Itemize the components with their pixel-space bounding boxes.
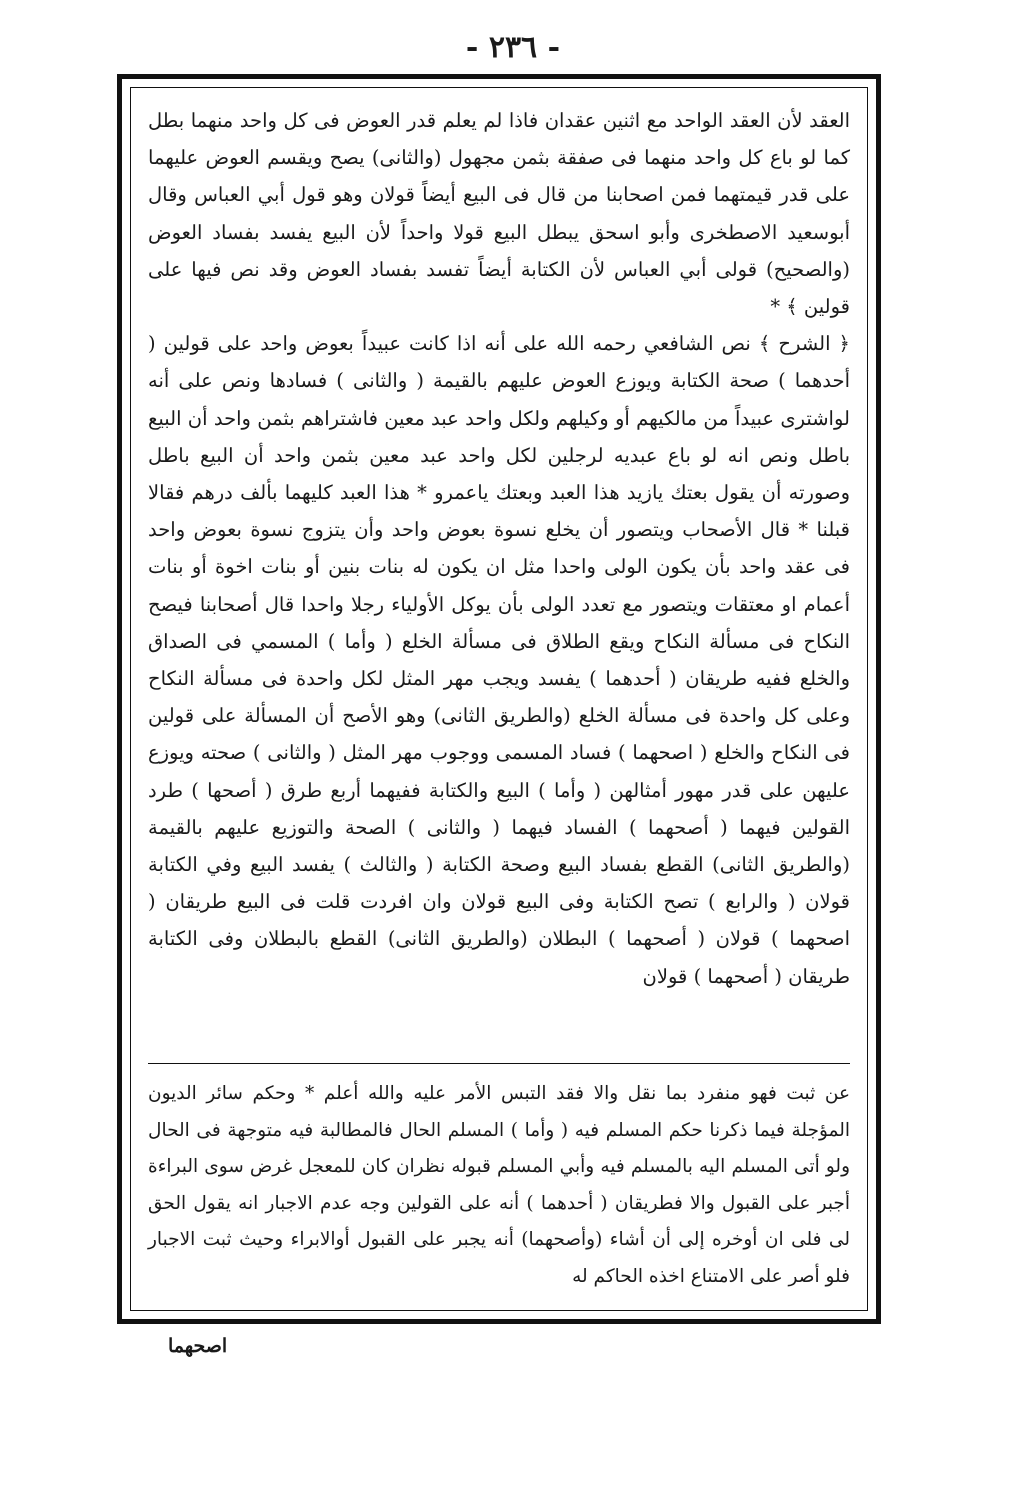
commentary-paragraph: ﴿ الشرح ﴾ نص الشافعي رحمه الله على أنه اذا كانت عبيداً بعوض واحد على قولين ( أحدهما ) صحة الكتابة ويوزع العوض عليهم بالقيمة ( والثانى ) فسادها ونص على أنه لواشترى عبيداً من مالكيهم أو وكيلهم ولكل واحد عبد معين فاشتراهم بثمن واحد أن البيع باطل ونص انه لو باع عبديه لرجلين لكل واحد عبد معين بثمن واحد أن البيع باطل وصورته أن يقول بعتك يازيد هذا العبد وبعتك ياعمرو * هذا العبد كليهما بألف درهم فقالا قبلنا * قال الأصحاب ويتصور أن يخلع نسوة بعوض واحد وأن يتزوج نسوة بعوض واحد فى عقد واحد بأن يكون الولى واحدا مثل ان يكون له بنات بنين أو بنات اخوة أو بنات أعمام او معتقات ويتصور مع تعدد الولى بأن يوكل الأولياء رجلا واحدا قال أصحابنا فيصح النكاح فى مسألة النكاح ويقع الطلاق فى مسألة الخلع ( وأما ) المسمي فى الصداق والخلع ففيه طريقان ( أحدهما ) يفسد ويجب مهر المثل لكل واحدة فى مسألة النكاح وعلى كل واحدة فى مسألة الخلع (والطريق الثانى) وهو الأصح أن المسألة على قولين فى النكاح والخلع ( اصحهما ) فساد المسمى ووجوب مهر المثل ( والثانى ) صحته ويوزع عليهن على قدر مهور أمثالهن ( وأما ) البيع والكتابة ففيهما أربع طرق ( أصحها ) طرد القولين فيهما ( أصحهما ) الفساد فيهما ( والثانى ) الصحة والتوزيع عليهم بالقيمة (والطريق الثانى) القطع بفساد البيع وصحة الكتابة ( والثالث ) يفسد البيع وفي الكتابة قولان ( والرابع ) تصح الكتابة وفى البيع قولان وان افردت قلت فى البيع طريقان ( اصحهما ) قولان ( أصحهما ) البطلان (والطريق الثانى) القطع بالبطلان وفى الكتابة طريقان ( أصحهما ) قولان	[148, 332, 850, 988]
page-number: - ٢٣٦ -	[465, 30, 561, 65]
main-paragraph: العقد لأن العقد الواحد مع اثنين عقدان فاذا لم يعلم قدر العوض فى كل واحد منهما بطل كما لو باع كل واحد منهما فى صفقة بثمن مجهول (والثانى) يصح ويقسم العوض عليهما على قدر قيمتهما فمن اصحابنا من قال فى البيع أيضاً قولان وهو قول أبي العباس وقال أبوسعيد الاصطخرى وأبو اسحق يبطل البيع قولا واحداً لأن البيع يفسد بفساد العوض (والصحيح) قولى أبي العباس لأن الكتابة أيضاً تفسد بفساد العوض وقد نص فيها على قولين ﴾ *	[148, 109, 850, 319]
catchword: اصحهما	[168, 1335, 228, 1357]
inner-frame	[130, 87, 868, 1311]
footnote-paragraph: عن ثبت فهو منفرد بما نقل والا فقد التبس الأمر عليه والله أعلم * وحكم سائر الديون المؤجلة فيما ذكرنا حكم المسلم فيه ( وأما ) المسلم الحال فالمطالبة فيه متوجهة فى الحال ولو أتى المسلم اليه بالمسلم فيه وأبي المسلم قبوله نظران كان للمعجل غرض سوى البراءة أجبر على القبول والا فطريقان ( أحدهما ) أنه على القولين وجه عدم الاجبار انه يقول الحق لى فلى ان أوخره إلى أن أشاء (وأصحهما) أنه يجبر على القبول أوالابراء وحيث ثبت الاجبار فلو أصر على الامتناع اخذه الحاكم له	[148, 1083, 850, 1287]
footnote-divider	[148, 1063, 850, 1064]
main-text	[148, 102, 850, 1062]
footnote	[148, 1076, 850, 1296]
page-frame	[117, 74, 881, 1324]
